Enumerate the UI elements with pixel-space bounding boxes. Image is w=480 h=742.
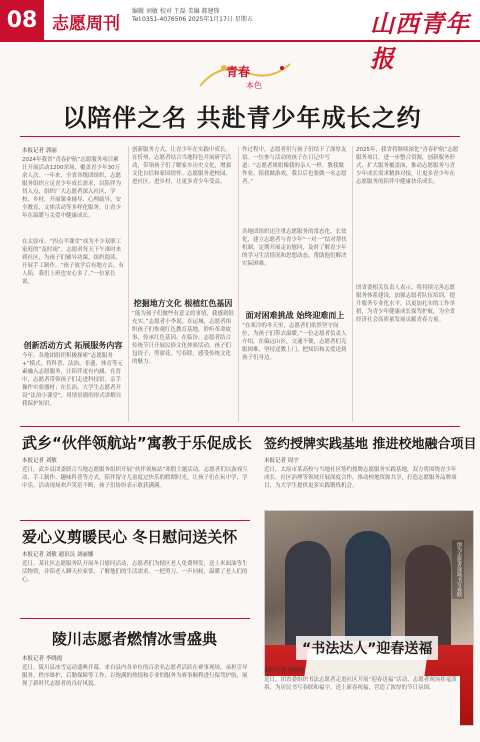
column-divider: [352, 146, 353, 422]
photo-caption: 图为志愿者现场书写春联: [452, 540, 464, 599]
story-3-text: 近日，某社区志愿服务队开展冬日慰问活动，志愿者们为辖区老人免费理发，送上米面油等生活物资，并陪老人聊天拉家常，了解他们的生活需求。一把剪刀、一声问候，温暖了老人们的心。: [22, 561, 248, 583]
story-4-text: 近日，陵川县冰雪运动盛典开幕，来自县内各单位的百余名志愿者活跃在赛事现场，承担引导服务、秩序维护、后勤保障等工作，以饱满的热情和专业的服务为赛事顺利进行保驾护航，展现了新时代志愿者的良好风貌。: [22, 665, 248, 687]
story-rule: [20, 618, 250, 619]
headline-rule: [20, 136, 460, 137]
story-rule: [20, 520, 250, 521]
story-1-text: 近日，武乡县团委联合当地志愿服务组织开展“伙伴领航站”寒假主题活动。志愿者们以游戏互动、手工制作、趣味科普等方式，陪伴留守儿童度过快乐的假期时光，让孩子们在玩中学、学中乐。活动现场欢声笑语不断，孩子们纷纷表示收获满满。: [22, 467, 248, 489]
section-rule: [20, 426, 460, 427]
story-4-byline: 本报记者 李晓霞: [22, 656, 63, 662]
column-divider: [238, 146, 239, 422]
banner-main: 青春: [226, 65, 251, 79]
story-2-text: 近日，太原市某高校与当地社区签约授牌志愿服务实践基地，双方将围绕青少年成长、社区治理等领域开展深度合作，推动校地资源共享，打造志愿服务品牌项目，为大学生提供更多实践锻炼机会。: [264, 467, 457, 489]
photo-person: [345, 531, 391, 641]
lead-col2-p2: “能为孩子们做些有意义的事情，我感到很充实。”志愿者小李说。在运城，志愿者组织孩子们参观红色教育基地，聆听革命故事，传承红色基因。在临汾，志愿者结合传统节日开展民俗文化体验活动，孩子们包饺子、剪窗花、写春联，感受传统文化的魅力。: [132, 311, 234, 365]
lead-col3-p1: 作过程中，志愿者们与孩子们结下了深厚友谊。一位参与活动的孩子在日记中写道：“志愿者姐姐像我的亲人一样，教我做作业，陪我做游戏，我以后也要做一名志愿者。”: [242, 147, 347, 185]
lead-col3-p2: 各地团组织还注重志愿服务的常态化、长效化，建立志愿者与青少年“一对一”结对帮扶机制，定期开展走访慰问，及时了解青少年的学习生活情况和思想动态，帮助他们解决实际困难。: [242, 229, 347, 267]
lead-subhead-1: 创新活动方式 拓展服务内容: [23, 341, 123, 350]
story-2-title: 签约授牌实践基地 推进校地融合项目: [264, 437, 477, 452]
story-2-byline: 本报记者 周宇: [264, 458, 299, 464]
section-title: 志愿周刊: [52, 14, 120, 34]
header-date: Tel:0351-4076506 2025年1月17日 星期五: [132, 16, 253, 23]
lead-col1-p1: 2024年我省“青春护航”志愿服务项目累计开展活动1200余场，覆盖青少年30万余人次。一年来，全省各级团组织、志愿服务组织立足青少年成长需求，以陪伴为切入点，组织广大志愿者深入社区、学校、乡村，开展课业辅导、心理疏导、安全教育、文体活动等多样化服务，让青少年在温暖与关爱中健康成长。: [22, 157, 122, 219]
photo-person: [285, 541, 331, 651]
lead-subhead-3: 面对困难挑战 始终迎难而上: [245, 311, 345, 320]
story-1-title: 武乡“伙伴领航站”寓教于乐促成长: [22, 434, 252, 452]
newspaper-logo: 山西青年报: [370, 9, 470, 73]
lead-byline: 本报记者 郭丽: [22, 148, 57, 154]
lead-headline: 以陪伴之名 共赴青少年成长之约: [62, 104, 422, 132]
lead-col1-p3: 今年，各地团组织积极探索“志愿服务+”模式，将科普、法治、非遗、体育等元素融入志愿服务，让陪伴更有内涵。在晋中，志愿者带领孩子们走进科技馆，亲手操作实验器材；在长治，大学生志愿者开设“法治小课堂”，用情景剧的形式讲解自我保护知识。: [22, 353, 123, 407]
header-editors: 编辑 刘敏 校对 王磊 美编 郝建锋: [132, 8, 220, 15]
photo-byline: 本报记者 李晓霞: [264, 668, 305, 674]
page-number: 08: [0, 0, 44, 40]
lead-col1-p2: 在太原市，“四点半课堂”成为不少双职工家庭的“及时雨”。志愿者每天下午准时来到社区，为孩子们辅导功课、组织阅读、开展手工制作。“孩子放学后有地方去、有人陪，我们上班也安心多了。”一位家长说。: [22, 239, 124, 285]
story-3-byline: 本报记者 刘敏 通讯员 刘丽娜: [22, 552, 94, 558]
story-3-title: 爱心义剪暖民心 冬日慰问送关怀: [22, 528, 238, 546]
photo-text: 近日，团省委组织书法志愿者走进社区开展“迎春送福”活动，志愿者现场挥毫泼墨，为居民书写春联和福字，送上新春祝福，营造了浓厚的节日氛围。: [264, 676, 460, 732]
story-4-title: 陵川志愿者燃情冰雪盛典: [52, 630, 218, 648]
column-divider: [128, 146, 129, 422]
lead-col3-p3: “在寒冷的冬天里，志愿者们依然坚守岗位，为孩子们带去温暖。”一位志愿者负责人介绍，在偏远山区，交通不便，志愿者们克服困难，坚持送教上门，把知识和关爱送到孩子们身边。: [242, 323, 347, 361]
photo-story-title: “书法达人”迎春送福: [296, 636, 438, 660]
lead-col4-p1: 2025年，我省将继续深化“青春护航”志愿服务项目，进一步整合资源，创新服务形式，扩大服务覆盖面，推动志愿服务与青少年成长需求精准对接，让更多青少年在志愿服务的陪伴中健康快乐成长。: [356, 147, 459, 185]
lead-subhead-2: 挖掘地方文化 根植红色基因: [133, 299, 233, 308]
header-info: [132, 8, 253, 24]
story-1-byline: 本报记者 刘敏: [22, 458, 57, 464]
lead-col4-p2: 团省委相关负责人表示，将持续完善志愿服务体系建设，加强志愿者队伍培训，提升服务专业化水平，以更加扎实的工作举措，为青少年健康成长保驾护航，为全省经济社会高质量发展贡献青春力量。: [356, 285, 456, 323]
lead-col2-p1: 创新服务方式，让青少年在实践中成长。在忻州，志愿者结合当地特色开展研学活动，带领孩子们了解家乡历史文化，增强文化自信和家国情怀。志愿服务进校园、进社区、进乡村，让更多青少年受益。: [132, 147, 232, 185]
banner-sub: 本色: [246, 81, 262, 90]
